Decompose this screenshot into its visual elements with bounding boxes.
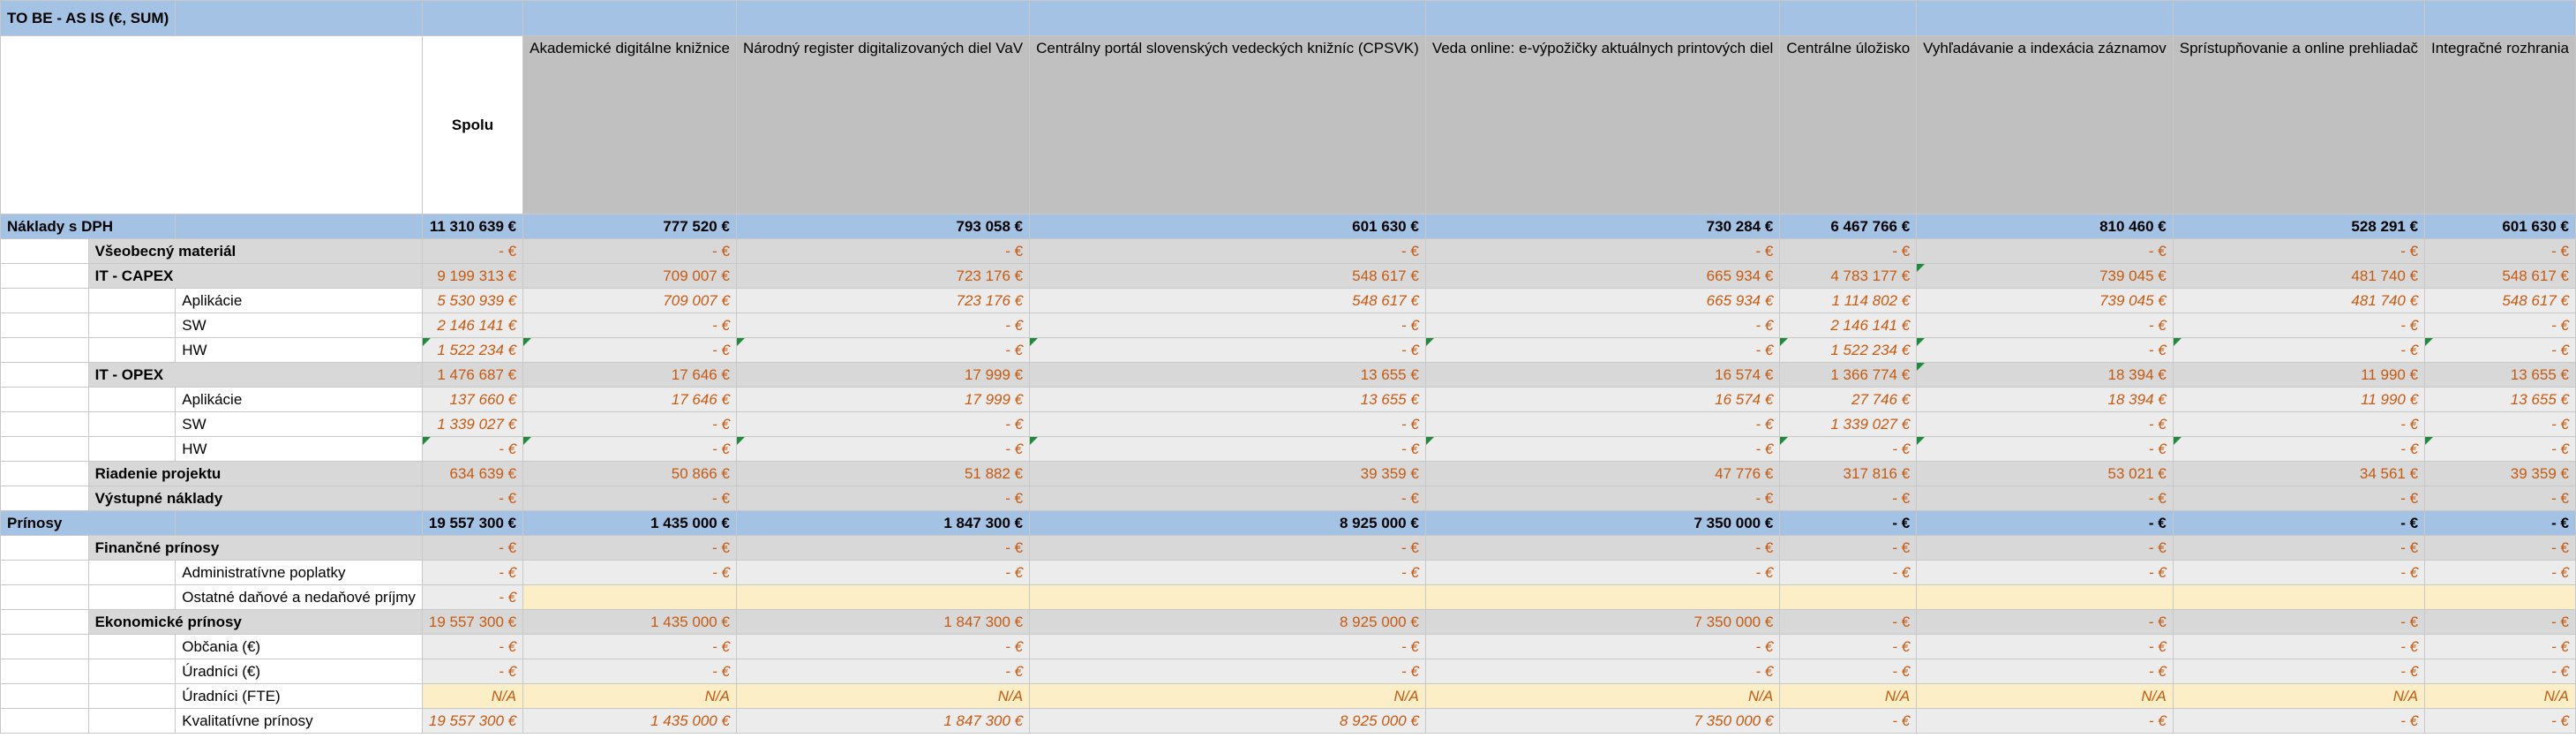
value-cell[interactable]: N/A <box>2173 684 2424 709</box>
value-cell[interactable]: 16 574 € <box>1425 388 1780 412</box>
row-label[interactable]: IT - CAPEX <box>88 264 422 289</box>
value-cell[interactable]: - € <box>422 635 522 659</box>
cell[interactable] <box>88 338 176 363</box>
value-cell[interactable]: 19 557 300 € <box>422 709 522 734</box>
cell[interactable] <box>1425 1 1780 36</box>
cell[interactable] <box>88 412 176 437</box>
value-cell[interactable]: - € <box>1780 635 1917 659</box>
value-cell[interactable]: 777 520 € <box>523 215 737 239</box>
value-cell[interactable]: - € <box>736 338 1029 363</box>
value-cell[interactable]: - € <box>523 635 737 659</box>
value-cell[interactable]: - € <box>736 412 1029 437</box>
value-cell[interactable]: - € <box>2173 610 2424 635</box>
cell[interactable] <box>736 1 1029 36</box>
value-cell[interactable]: - € <box>2173 486 2424 511</box>
value-cell[interactable]: - € <box>736 437 1029 462</box>
cell[interactable] <box>88 709 176 734</box>
value-cell[interactable]: 47 776 € <box>1425 462 1780 486</box>
value-cell[interactable]: 665 934 € <box>1425 289 1780 313</box>
value-cell[interactable]: 7 350 000 € <box>1425 709 1780 734</box>
value-cell[interactable]: - € <box>1425 338 1780 363</box>
column-header-veda-online[interactable]: Veda online: e-výpožičky aktuálnych printových diel <box>1425 36 1780 215</box>
value-cell[interactable]: - € <box>1425 239 1780 264</box>
row-label[interactable]: HW <box>176 338 423 363</box>
value-cell[interactable]: 34 561 € <box>2173 462 2424 486</box>
value-cell[interactable]: 1 435 000 € <box>523 511 737 536</box>
value-cell[interactable]: 16 574 € <box>1425 363 1780 388</box>
value-cell[interactable] <box>1030 585 1426 610</box>
value-cell[interactable]: - € <box>1917 709 2174 734</box>
value-cell[interactable]: - € <box>422 536 522 561</box>
value-cell[interactable]: 17 999 € <box>736 363 1029 388</box>
value-cell[interactable]: 1 366 774 € <box>1780 363 1917 388</box>
value-cell[interactable]: - € <box>523 437 737 462</box>
value-cell[interactable]: 8 925 000 € <box>1030 511 1426 536</box>
cell[interactable] <box>88 635 176 659</box>
value-cell[interactable]: - € <box>2173 511 2424 536</box>
value-cell[interactable]: - € <box>523 561 737 585</box>
cell[interactable] <box>1 684 89 709</box>
header-blank-cell[interactable] <box>1 36 423 215</box>
value-cell[interactable]: 601 630 € <box>1030 215 1426 239</box>
value-cell[interactable]: 1 339 027 € <box>1780 412 1917 437</box>
cell[interactable] <box>1780 1 1917 36</box>
value-cell[interactable]: - € <box>1425 486 1780 511</box>
value-cell[interactable]: N/A <box>1425 684 1780 709</box>
row-label[interactable]: SW <box>176 313 423 338</box>
value-cell[interactable]: - € <box>2173 659 2424 684</box>
cell[interactable] <box>1030 1 1426 36</box>
value-cell[interactable]: 50 866 € <box>523 462 737 486</box>
value-cell[interactable]: 6 467 766 € <box>1780 215 1917 239</box>
table-row <box>1 338 2576 363</box>
cell[interactable] <box>176 215 423 239</box>
value-cell[interactable]: - € <box>523 313 737 338</box>
value-cell[interactable]: 39 359 € <box>2425 462 2576 486</box>
row-label[interactable]: Ostatné daňové a nedaňové príjmy <box>176 585 423 610</box>
value-cell[interactable]: - € <box>523 659 737 684</box>
value-cell[interactable]: - € <box>2425 412 2576 437</box>
value-cell[interactable]: 13 655 € <box>2425 388 2576 412</box>
value-cell[interactable]: 39 359 € <box>1030 462 1426 486</box>
value-cell[interactable]: 9 199 313 € <box>422 264 522 289</box>
value-cell[interactable]: N/A <box>1780 684 1917 709</box>
value-cell[interactable]: - € <box>422 585 522 610</box>
value-cell[interactable]: - € <box>2173 536 2424 561</box>
value-cell[interactable]: - € <box>1780 561 1917 585</box>
row-label[interactable]: Náklady s DPH <box>1 215 176 239</box>
value-cell[interactable]: - € <box>1030 313 1426 338</box>
value-cell[interactable]: 481 740 € <box>2173 289 2424 313</box>
row-label[interactable]: SW <box>176 412 423 437</box>
value-cell[interactable]: 810 460 € <box>1917 215 2174 239</box>
value-cell[interactable]: 8 925 000 € <box>1030 709 1426 734</box>
value-cell[interactable] <box>523 585 737 610</box>
value-cell[interactable]: N/A <box>1917 684 2174 709</box>
value-cell[interactable]: - € <box>1425 313 1780 338</box>
value-cell[interactable]: - € <box>1425 412 1780 437</box>
table-row <box>1 264 2576 289</box>
value-cell[interactable]: 18 394 € <box>1917 388 2174 412</box>
cell[interactable] <box>1 363 89 388</box>
cell[interactable] <box>1 659 89 684</box>
value-cell[interactable]: - € <box>1917 239 2174 264</box>
value-cell[interactable]: - € <box>2173 561 2424 585</box>
table-row <box>1 388 2576 412</box>
value-cell[interactable]: 11 990 € <box>2173 363 2424 388</box>
value-cell[interactable]: - € <box>2425 709 2576 734</box>
value-cell[interactable]: - € <box>736 313 1029 338</box>
value-cell[interactable]: 18 394 € <box>1917 363 2174 388</box>
value-cell[interactable]: 1 114 802 € <box>1780 289 1917 313</box>
cell[interactable] <box>2173 1 2424 36</box>
table-row <box>1 363 2576 388</box>
cell[interactable] <box>1 412 89 437</box>
value-cell[interactable]: - € <box>2173 412 2424 437</box>
value-cell[interactable]: 723 176 € <box>736 264 1029 289</box>
row-label[interactable]: Aplikácie <box>176 289 423 313</box>
row-label[interactable]: Prínosy <box>1 511 176 536</box>
row-label[interactable]: Kvalitatívne prínosy <box>176 709 423 734</box>
table-row <box>1 289 2576 313</box>
row-label[interactable]: Úradníci (€) <box>176 659 423 684</box>
value-cell[interactable]: - € <box>2425 610 2576 635</box>
cell[interactable] <box>1 486 89 511</box>
cell[interactable] <box>1 289 89 313</box>
value-cell[interactable]: - € <box>2425 313 2576 338</box>
cell[interactable] <box>1 338 89 363</box>
value-cell[interactable]: - € <box>1917 412 2174 437</box>
cell[interactable] <box>88 289 176 313</box>
value-cell[interactable]: 137 660 € <box>422 388 522 412</box>
value-cell[interactable]: - € <box>1917 313 2174 338</box>
value-cell[interactable]: - € <box>1425 437 1780 462</box>
value-cell[interactable]: - € <box>422 659 522 684</box>
value-cell[interactable]: - € <box>1425 659 1780 684</box>
value-cell[interactable]: - € <box>2425 536 2576 561</box>
row-label[interactable]: Výstupné náklady <box>88 486 422 511</box>
value-cell[interactable]: 528 291 € <box>2173 215 2424 239</box>
cell[interactable] <box>1 264 89 289</box>
value-cell[interactable]: 1 847 300 € <box>736 511 1029 536</box>
column-header-spolu[interactable]: Spolu <box>422 36 522 215</box>
value-cell[interactable]: 13 655 € <box>1030 363 1426 388</box>
table-row <box>1 561 2576 585</box>
value-cell[interactable]: - € <box>1030 239 1426 264</box>
cell[interactable] <box>1 437 89 462</box>
cell[interactable] <box>1 239 89 264</box>
value-cell[interactable]: - € <box>1030 659 1426 684</box>
column-header-integracne-rozhrania[interactable]: Integračné rozhrania <box>2425 36 2576 215</box>
value-cell[interactable]: - € <box>1917 437 2174 462</box>
value-cell[interactable]: 27 746 € <box>1780 388 1917 412</box>
value-cell[interactable]: 7 350 000 € <box>1425 511 1780 536</box>
row-label[interactable]: Administratívne poplatky <box>176 561 423 585</box>
value-cell[interactable]: - € <box>736 561 1029 585</box>
table-row <box>1 610 2576 635</box>
value-cell[interactable]: - € <box>1917 610 2174 635</box>
column-header-cpsvk[interactable]: Centrálny portál slovenských vedeckých knižníc (CPSVK) <box>1030 36 1426 215</box>
value-cell[interactable]: - € <box>1030 536 1426 561</box>
value-cell[interactable]: - € <box>422 239 522 264</box>
table-row <box>1 437 2576 462</box>
value-cell[interactable]: - € <box>523 536 737 561</box>
cell[interactable] <box>88 313 176 338</box>
cell[interactable] <box>1 536 89 561</box>
cell[interactable] <box>176 1 423 36</box>
value-cell[interactable]: 1 522 234 € <box>1780 338 1917 363</box>
value-cell[interactable]: N/A <box>736 684 1029 709</box>
row-label[interactable]: Riadenie projektu <box>88 462 422 486</box>
value-cell[interactable]: - € <box>1780 659 1917 684</box>
value-cell[interactable]: 1 522 234 € <box>422 338 522 363</box>
value-cell[interactable]: 634 639 € <box>422 462 522 486</box>
cell[interactable] <box>1 462 89 486</box>
table-row <box>1 585 2576 610</box>
value-cell[interactable]: - € <box>1425 536 1780 561</box>
value-cell[interactable]: 709 007 € <box>523 289 737 313</box>
value-cell[interactable]: N/A <box>523 684 737 709</box>
value-cell[interactable] <box>1780 585 1917 610</box>
table-row <box>1 709 2576 734</box>
value-cell[interactable]: - € <box>1780 437 1917 462</box>
value-cell[interactable]: - € <box>1917 511 2174 536</box>
value-cell[interactable]: 19 557 300 € <box>422 610 522 635</box>
cell[interactable] <box>1 610 89 635</box>
cell[interactable] <box>1917 1 2174 36</box>
table-row <box>1 462 2576 486</box>
value-cell[interactable]: 8 925 000 € <box>1030 610 1426 635</box>
cell[interactable] <box>1 585 89 610</box>
table-row <box>1 536 2576 561</box>
row-label[interactable]: Občania (€) <box>176 635 423 659</box>
value-cell[interactable]: 53 021 € <box>1917 462 2174 486</box>
value-cell[interactable]: 1 339 027 € <box>422 412 522 437</box>
row-label[interactable]: Finančné prínosy <box>88 536 422 561</box>
value-cell[interactable]: - € <box>1030 412 1426 437</box>
table-row <box>1 635 2576 659</box>
column-header-spristupnovanie[interactable]: Sprístupňovanie a online prehliadač <box>2173 36 2424 215</box>
value-cell[interactable]: - € <box>422 437 522 462</box>
value-cell[interactable] <box>1917 585 2174 610</box>
table-row <box>1 511 2576 536</box>
column-header-centralne-ulozisko[interactable]: Centrálne úložisko <box>1780 36 1917 215</box>
value-cell[interactable]: 11 310 639 € <box>422 215 522 239</box>
value-cell[interactable]: 1 476 687 € <box>422 363 522 388</box>
value-cell[interactable]: 4 783 177 € <box>1780 264 1917 289</box>
value-cell[interactable]: - € <box>2173 239 2424 264</box>
value-cell[interactable]: - € <box>2425 239 2576 264</box>
value-cell[interactable]: - € <box>1917 338 2174 363</box>
value-cell[interactable] <box>1425 585 1780 610</box>
value-cell[interactable] <box>2425 585 2576 610</box>
value-cell[interactable]: - € <box>422 561 522 585</box>
value-cell[interactable]: - € <box>523 412 737 437</box>
value-cell[interactable]: N/A <box>1030 684 1426 709</box>
value-cell[interactable]: 11 990 € <box>2173 388 2424 412</box>
value-cell[interactable]: 739 045 € <box>1917 264 2174 289</box>
value-cell[interactable]: - € <box>2425 511 2576 536</box>
value-cell[interactable]: 548 617 € <box>2425 264 2576 289</box>
value-cell[interactable]: - € <box>2425 659 2576 684</box>
value-cell[interactable]: 7 350 000 € <box>1425 610 1780 635</box>
value-cell[interactable]: - € <box>1425 635 1780 659</box>
value-cell[interactable]: 317 816 € <box>1780 462 1917 486</box>
value-cell[interactable]: 548 617 € <box>1030 289 1426 313</box>
value-cell[interactable]: 739 045 € <box>1917 289 2174 313</box>
value-cell[interactable]: - € <box>1917 536 2174 561</box>
value-cell[interactable]: 1 435 000 € <box>523 709 737 734</box>
value-cell[interactable]: - € <box>2173 437 2424 462</box>
value-cell[interactable]: - € <box>1917 659 2174 684</box>
value-cell[interactable]: 601 630 € <box>2425 215 2576 239</box>
table-row <box>1 239 2576 264</box>
value-cell[interactable]: 723 176 € <box>736 289 1029 313</box>
value-cell[interactable]: - € <box>1030 635 1426 659</box>
value-cell[interactable]: - € <box>736 486 1029 511</box>
cell[interactable] <box>88 561 176 585</box>
value-cell[interactable]: 548 617 € <box>2425 289 2576 313</box>
value-cell[interactable]: - € <box>1780 486 1917 511</box>
value-cell[interactable]: 17 646 € <box>523 388 737 412</box>
value-cell[interactable]: - € <box>1917 635 2174 659</box>
value-cell[interactable]: 17 646 € <box>523 363 737 388</box>
value-cell[interactable]: - € <box>2173 338 2424 363</box>
column-header-narodny-register[interactable]: Národný register digitalizovaných diel VaV <box>736 36 1029 215</box>
value-cell[interactable]: 665 934 € <box>1425 264 1780 289</box>
cell[interactable] <box>1 635 89 659</box>
value-cell[interactable]: - € <box>2425 437 2576 462</box>
table-row <box>1 412 2576 437</box>
table-row <box>1 215 2576 239</box>
sheet-title-cell[interactable]: TO BE - AS IS (€, SUM) <box>1 1 176 36</box>
value-cell[interactable]: 17 999 € <box>736 388 1029 412</box>
value-cell[interactable]: - € <box>2425 561 2576 585</box>
column-header-vyhladavanie[interactable]: Vyhľadávanie a indexácia záznamov <box>1917 36 2174 215</box>
value-cell[interactable]: - € <box>523 338 737 363</box>
value-cell[interactable]: 793 058 € <box>736 215 1029 239</box>
value-cell[interactable]: - € <box>736 239 1029 264</box>
value-cell[interactable]: 5 530 939 € <box>422 289 522 313</box>
value-cell[interactable]: - € <box>422 486 522 511</box>
table-row <box>1 313 2576 338</box>
row-label[interactable]: IT - OPEX <box>88 363 422 388</box>
value-cell[interactable]: - € <box>1030 338 1426 363</box>
cell[interactable] <box>88 585 176 610</box>
cell[interactable] <box>88 659 176 684</box>
value-cell[interactable]: 481 740 € <box>2173 264 2424 289</box>
value-cell[interactable]: 730 284 € <box>1425 215 1780 239</box>
table-row <box>1 486 2576 511</box>
cell[interactable] <box>176 511 423 536</box>
value-cell[interactable]: 2 146 141 € <box>422 313 522 338</box>
value-cell[interactable] <box>736 585 1029 610</box>
value-cell[interactable]: N/A <box>2425 684 2576 709</box>
row-label[interactable]: Ekonomické prínosy <box>88 610 422 635</box>
value-cell[interactable]: 51 882 € <box>736 462 1029 486</box>
cell[interactable] <box>1 313 89 338</box>
cell[interactable] <box>523 1 737 36</box>
value-cell[interactable]: - € <box>1917 561 2174 585</box>
cell[interactable] <box>88 388 176 412</box>
value-cell[interactable]: 1 847 300 € <box>736 610 1029 635</box>
row-label[interactable]: Všeobecný materiál <box>88 239 422 264</box>
value-cell[interactable]: - € <box>2173 635 2424 659</box>
value-cell[interactable]: - € <box>1030 561 1426 585</box>
value-cell[interactable]: 19 557 300 € <box>422 511 522 536</box>
value-cell[interactable]: - € <box>2425 486 2576 511</box>
value-cell[interactable]: - € <box>1780 511 1917 536</box>
value-cell[interactable]: 13 655 € <box>2425 363 2576 388</box>
value-cell[interactable]: - € <box>1780 610 1917 635</box>
table-row <box>1 659 2576 684</box>
table-row <box>1 684 2576 709</box>
value-cell[interactable] <box>2173 585 2424 610</box>
value-cell[interactable]: - € <box>1780 536 1917 561</box>
value-cell[interactable]: - € <box>2173 709 2424 734</box>
value-cell[interactable]: - € <box>523 486 737 511</box>
cell[interactable] <box>422 1 522 36</box>
value-cell[interactable]: - € <box>1425 561 1780 585</box>
value-cell[interactable]: - € <box>1780 709 1917 734</box>
row-label[interactable]: Úradníci (FTE) <box>176 684 423 709</box>
value-cell[interactable]: - € <box>1780 239 1917 264</box>
value-cell[interactable]: - € <box>736 635 1029 659</box>
value-cell[interactable]: - € <box>1030 486 1426 511</box>
value-cell[interactable]: - € <box>736 536 1029 561</box>
cell[interactable] <box>1 388 89 412</box>
value-cell[interactable]: 1 847 300 € <box>736 709 1029 734</box>
value-cell[interactable]: N/A <box>422 684 522 709</box>
value-cell[interactable]: - € <box>2425 338 2576 363</box>
cell[interactable] <box>88 684 176 709</box>
cell[interactable] <box>1 561 89 585</box>
cell[interactable] <box>2425 1 2576 36</box>
value-cell[interactable]: - € <box>523 239 737 264</box>
value-cell[interactable]: 13 655 € <box>1030 388 1426 412</box>
value-cell[interactable]: - € <box>1917 486 2174 511</box>
row-label[interactable]: Aplikácie <box>176 388 423 412</box>
value-cell[interactable]: 548 617 € <box>1030 264 1426 289</box>
cell[interactable] <box>88 437 176 462</box>
value-cell[interactable]: 709 007 € <box>523 264 737 289</box>
row-label[interactable]: HW <box>176 437 423 462</box>
value-cell[interactable]: 2 146 141 € <box>1780 313 1917 338</box>
value-cell[interactable]: - € <box>1030 437 1426 462</box>
value-cell[interactable]: 1 435 000 € <box>523 610 737 635</box>
value-cell[interactable]: - € <box>2173 313 2424 338</box>
cell[interactable] <box>1 709 89 734</box>
value-cell[interactable]: - € <box>736 659 1029 684</box>
value-cell[interactable]: - € <box>2425 635 2576 659</box>
column-header-akademicke-kniznice[interactable]: Akademické digitálne knižnice <box>523 36 737 215</box>
